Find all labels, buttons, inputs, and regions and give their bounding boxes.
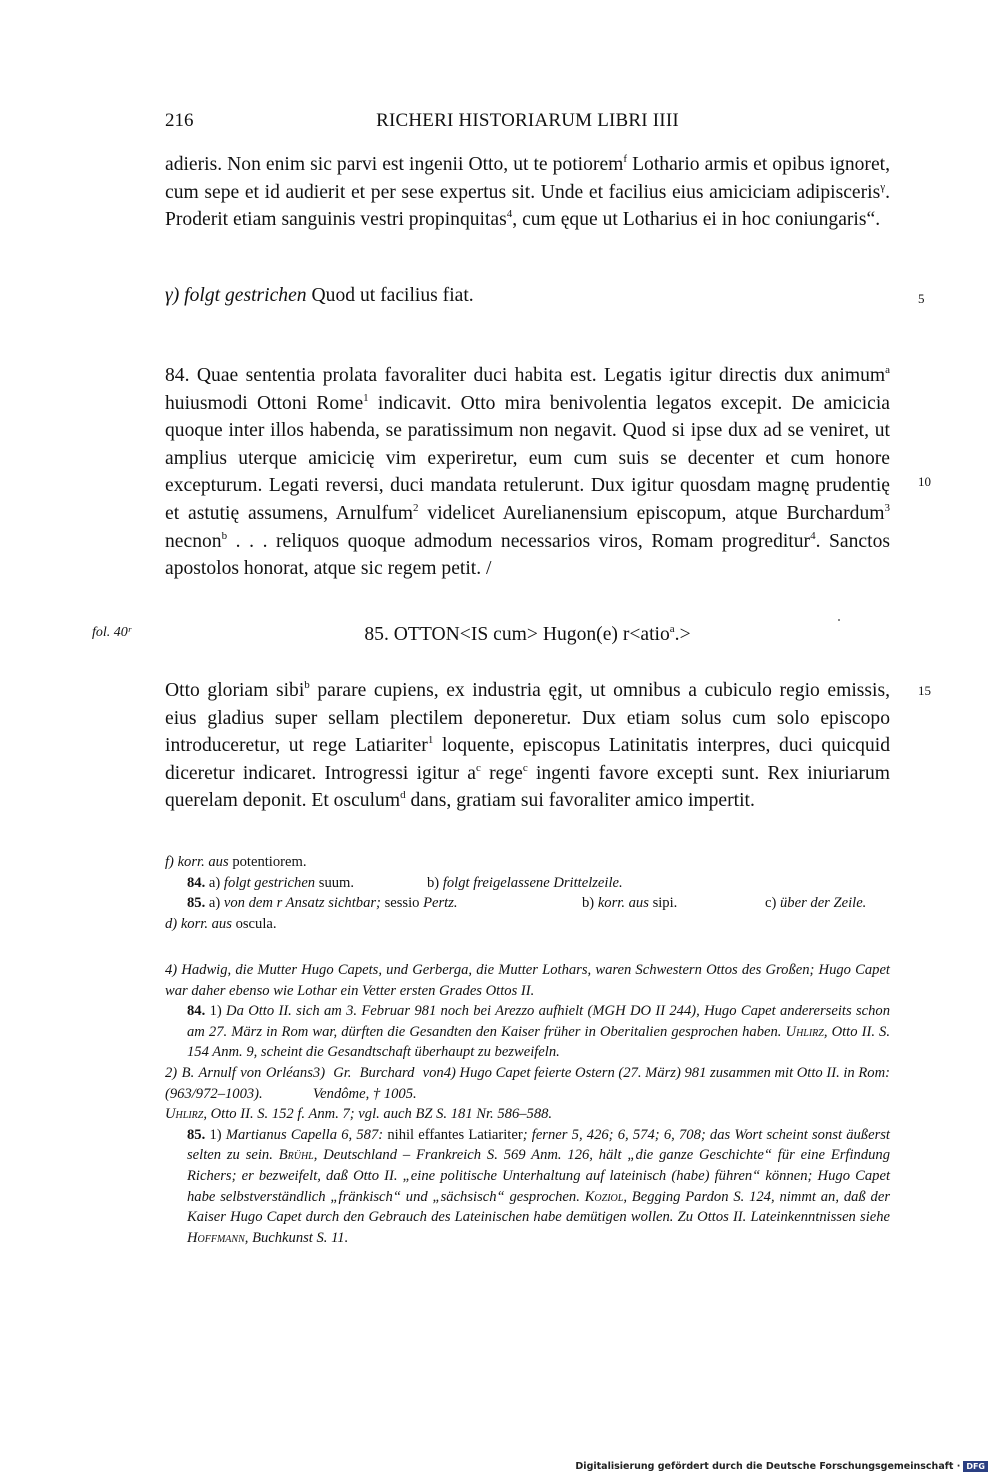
critical-note-gamma: γ) folgt gestrichen Quod ut facilius fiat. bbox=[165, 285, 474, 306]
line-number: 10 bbox=[918, 474, 931, 489]
folio-margin-note: fol. 40ʳ bbox=[92, 625, 131, 640]
commentary-notes bbox=[165, 960, 890, 1248]
paragraph-83-end: adieris. Non enim sic parvi est ingenii Otto, ut te potiorem$^f$ Lothario armis et opibus ignoret, cum sepe et id audierit et per sese expertus sit. Unde et facilius eius amiciciam adipisceris$^\gamma$. Proderit etiam sanguinis vestri propinquitas$^4$, cum ęque ut Lotharius ei in hoc coniungaris“. bbox=[165, 153, 890, 231]
paragraph-85: Otto gloriam sibi$^b$ parare cupiens, ex industria ęgit, ut omnibus a cubiculo regio emissis, eius gladius super sellam plectilem deponeretur. Dux etiam solus cum solo episcopo introduceretur, ut rege Latiariter$^1$ loquente, episcopus Latinitatis interpres, duci quicquid diceretur indicaret. Introgressi igitur $a^c$ rege$^c$ ingenti favore excepti sunt. Rex iniuriarum querelam deponit. Et osculum$^d$ dans, gratiam sui favoraliter amico impertit. bbox=[165, 679, 890, 812]
paragraph-84: 84. Quae sententia prolata favoraliter duci habita est. Legatis igitur directis dux animum$^a$ huiusmodi Ottoni Rome$^1$ indicavit. Otto mira benivolentia legatos excepit. De amicicia quoque inter illos habenda, se paratissimum non negavit. Quod si ipse dux ad se veniret, ut amplius uterque amicicię vim experiretur, eum cum suis se decenter et cum honore excepturum. Legati reversi, duci mandata retulerunt. Dux igitur quosdam magnę prudentię et astutię assumens, Arnulfum$^2$ videlicet Aurelianensium episcopum, atque Burchardum$^3$ necnon$^b$ . . . reliquos quoque admodum necessarios viros, Romam progreditur$^4$. Sanctos apostolos honorat, atque sic regem petit. / bbox=[165, 364, 890, 580]
note-84-4: Uhlirz, Otto II. S. 152 f. Anm. 7; vgl. auch BZ S. 181 Nr. 586–588. bbox=[165, 1106, 553, 1123]
note-84-continued: 2) B. Arnulf von Orléans (963/972–1003). 3) Gr. Burchard von Vendôme, † 1005. 4) Hugo Capet feierte Ostern (27. März) 981 zusammen mit Otto II. in Rom: bbox=[165, 1064, 890, 1102]
note-84: 84. 1) Da Otto II. sich am 3. Februar 981 noch bei Arezzo aufhielt (MGH DO II 244), Hugo Capet andererseits schon am 27. März in Rom war, dürften die Gesandten den Kaiser früher in Oberitalien gesprochen haben. Uhlirz, Otto II. S. 154 Anm. 9, scheint die Gesandtschaft überhaupt zu bezweifeln. bbox=[187, 1003, 890, 1061]
dfg-logo: DFG bbox=[963, 1461, 988, 1472]
textual-apparatus: f) korr. aus potentiorem. 84. a) folgt gestrichen suum. b) folgt freigelassene Drittelzeile. 85. a) von dem r Ansatz sichtbar; sessio Pertz. b) korr. aus sipi. c) über der Zeile. d) korr. aus oscula. bbox=[165, 854, 867, 932]
note-85: 85. 1) Martianus Capella 6, 587: nihil effantes Latiariter; ferner 5, 426; 6, 574; 6, 708; das Wort scheint sonst äußerst selten zu sein. Brühl, Deutschland – Frankreich S. 569 Anm. 126, hält „die ganze Geschichte“ für eine Erfindung Richers; er bezweifelt, daß Otto II. „eine politische Unterhaltung auf lateinisch (habe) führen“ können; Hugo Capet habe selbstverständlich „fränkisch“ und „sächsisch“ gesprochen. Koziol, Begging Pardon S. 124, nimmt an, daß der Kaiser Hugo Capet durch den Gebrauch des Lateinischen habe demütigen wollen. Zu Ottos II. Lateinkenntnissen siehe Hoffmann, Buchkunst S. 11. bbox=[187, 1126, 891, 1246]
speck bbox=[838, 619, 840, 621]
dfg-footer bbox=[575, 1461, 988, 1472]
line-number: 5 bbox=[918, 291, 925, 306]
running-title: RICHERI HISTORIARUM LIBRI IIII bbox=[376, 110, 679, 131]
line-number: 15 bbox=[918, 683, 931, 698]
note-4: 4) Hadwig, die Mutter Hugo Capets, und Gerberga, die Mutter Lothars, waren Schwestern Ottos des Großen; Hugo Capet war daher ebenso wie Lothar ein Vetter ersten Grades Ottos II. bbox=[165, 962, 890, 999]
footer-text: Digitalisierung gefördert durch die Deutsche Forschungsgemeinschaft · bbox=[575, 1461, 961, 1472]
chapter-85-heading: 85. OTTON<IS cum> Hugon(e) r<atio$^a$.> bbox=[364, 623, 691, 645]
page-number: 216 bbox=[165, 110, 194, 131]
